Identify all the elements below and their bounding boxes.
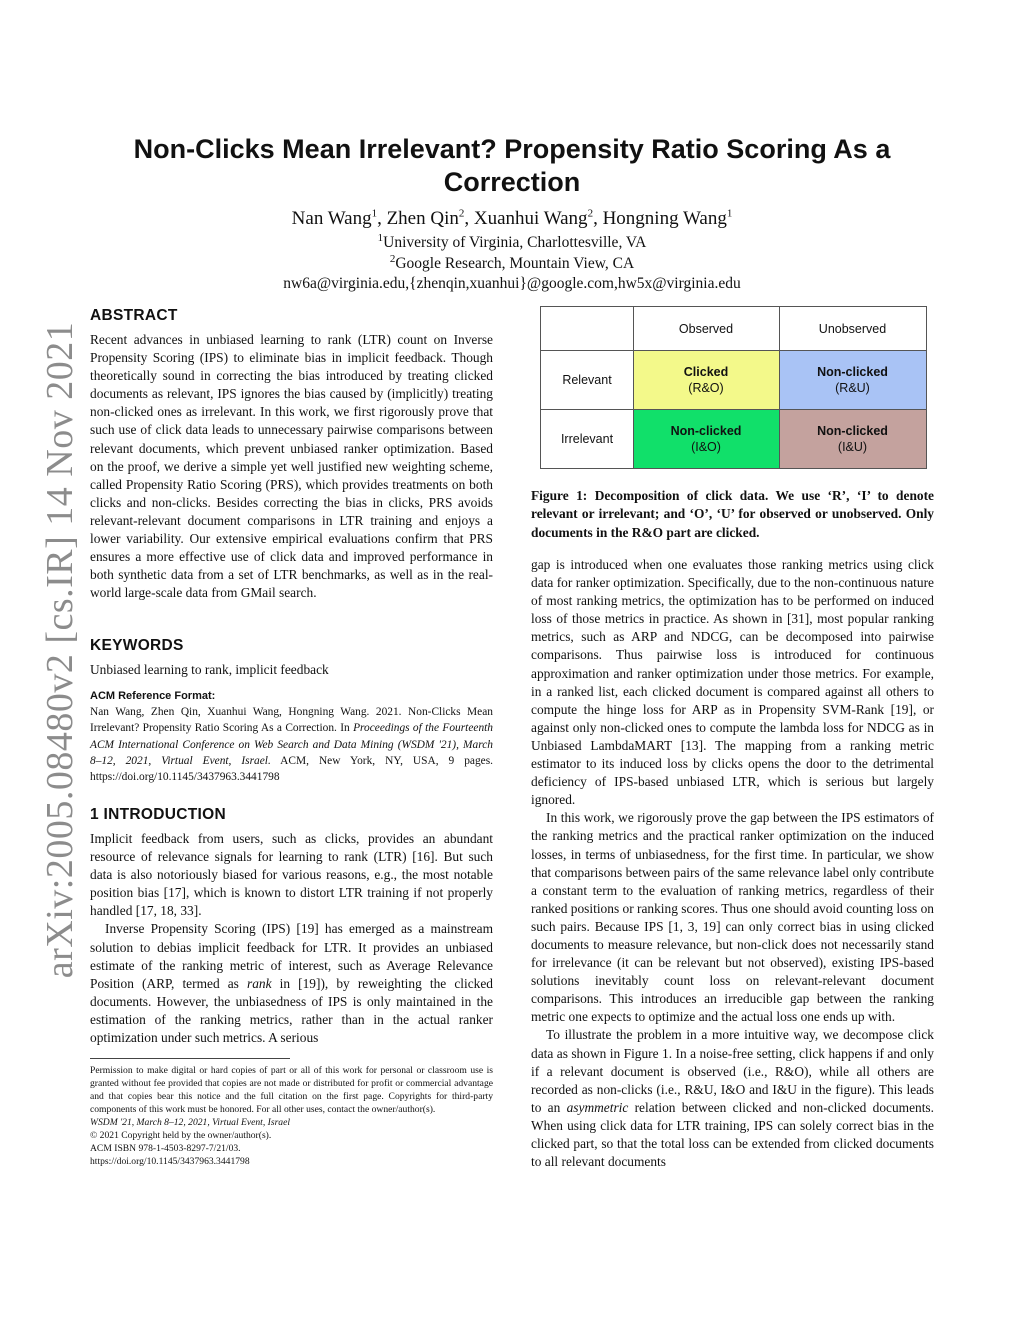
table-grid-line: [541, 350, 926, 351]
affiliation-2: $^2$Google Research, Mountain View, CA: [389, 252, 635, 272]
cell-relevant-observed: Clicked (R&O): [633, 350, 779, 409]
table-grid-line: [779, 307, 780, 468]
footnote-rule: [90, 1058, 290, 1059]
cell-irrelevant-unobserved: Non-clicked (I&U): [779, 409, 926, 468]
table-grid-line: [633, 307, 634, 468]
col-header-observed: Observed: [678, 321, 734, 336]
row-header-relevant: Relevant: [562, 372, 612, 387]
keywords-heading: KEYWORDS: [90, 637, 184, 654]
figure-1-caption: Figure 1: Decomposition of click data. We use ‘R’, ‘I’ to denote relevant or irrelevant; and ‘O’, ‘U’ for observed or unobserved. Only documents in the R&O part are clicked.: [531, 488, 934, 540]
abstract-heading: ABSTRACT: [90, 307, 178, 324]
acm-reference-heading: ACM Reference Format:: [90, 690, 216, 702]
table-grid-line: [541, 409, 926, 410]
cell-relevant-unobserved: Non-clicked (R&U): [779, 350, 926, 409]
arxiv-identifier: arXiv:2005.08480v2 [cs.IR] 14 Nov 2021: [39, 321, 81, 979]
author-name: Zhen Qin: [386, 208, 459, 229]
col-header-unobserved: Unobserved: [818, 321, 887, 336]
acm-reference: ACM Reference Format: Nan Wang, Zhen Qin, Xuanhui Wang, Hongning Wang. 2021. Non-Clicks Mean Irrelevant? Propensity Ratio Scoring As a Correction. In Proceedings of the Fourteenth ACM International Conference on Web Search and Data Mining (WSDM '21), March 8–12, 2021, Virtual Event, Israel. ACM, New York, NY, USA, 9 pages. https://doi.org/10.1145/3437963.3441798: [90, 690, 493, 784]
abstract-body: Recent advances in unbiased learning to rank (LTR) count on Inverse Propensity Scoring (IPS) to eliminate bias in implicit feedback. Though theoretically sound in correcting the bias introduced by treating clicked documents as relevant, IPS ignores the bias caused by (implicitly) treating non-clicked ones as irrelevant. In this work, we first rigorously prove that such use of click data leads to unnecessary pairwise comparisons between relevant documents, which prevent unbiased ranker optimization. Based on the proof, we derive a simple yet well justified new weighting scheme, called Propensity Ratio Scoring (PRS), which provides treatments on both clicks and non-clicks. Besides correcting the bias in clicks, PRS avoids relevant-relevant document comparisons in LTR training and enjoys a lower variability. Our extensive empirical evaluations confirm that PRS ensures a more effective use of click data and improved performance in both synthetic data from a set of LTR benchmarks, as well as in the real-world large-scale data from GMail search.: [90, 332, 493, 601]
cell-irrelevant-observed: Non-clicked (I&O): [633, 409, 779, 468]
figure-1-click-decomposition: [540, 306, 927, 469]
author-emails: nw6a@virginia.edu,{zhenqin,xuanhui}@google.com,hw5x@virginia.edu: [283, 275, 741, 292]
author-name: Hongning Wang: [602, 208, 727, 229]
affiliation-1: $^1$University of Virginia, Charlottesville, VA: [377, 231, 647, 251]
paper-title: Non-Clicks Mean Irrelevant? Propensity Ratio Scoring As a Correction: [133, 134, 891, 197]
introduction-heading: 1 INTRODUCTION: [90, 806, 226, 823]
introduction-body: Implicit feedback from users, such as clicks, provides an abundant resource of relevance signals for learning to rank (LTR) [16]. But such data is also notoriously biased for various reasons, e.g., the most notable position bias [17], which is known to distort LTR training if not properly handled [17, 18, 33]. Inverse Propensity Scoring (IPS) [19] has emerged as a mainstream solution to debias implicit feedback for LTR. It provides an unbiased estimate of the ranking metric of interest, such as Average Relevance Position (ARP, termed as rank in [19]), by reweighting the clicked documents. However, the unbiasedness of IPS is only maintained in the estimation of the ranking metrics, rather than in the actual ranker optimization under such metrics. A serious: [90, 831, 493, 1046]
author-name: Xuanhui Wang: [473, 208, 588, 229]
author-name: Nan Wang: [291, 208, 372, 229]
row-header-irrelevant: Irrelevant: [560, 431, 614, 446]
author-list: Nan Wang$^1$, Zhen Qin$^2$, Xuanhui Wang$^2$, Hongning Wang$^1$: [291, 207, 733, 229]
right-column-body: gap is introduced when one evaluates those ranking metrics using click data for ranker optimization. Specifically, due to the non-continuous nature of most ranking metrics, the optimization has to be performed on induced loss of those metrics in practice. As shown in [31], most popular ranking metrics, such as ARP and NDCG, can be decomposed into pairwise comparisons. Thus pairwise loss is introduced for continuous approximation and ranker optimization under those metrics. For example, in a ranked list, each clicked document is compared against all others to compute the hinge loss for ARP as in Propensity SVM-Rank [19], or against only non-clicked ones to compute the lambda loss for NDCG as in Unbiased LambdaMART [13]. The mapping from a ranking metric estimator to its induced loss by clicks opens the door to the detrimental deficiency of IPS-based unbiased LTR, which is serious but largely ignored. In this work, we rigorously prove the gap between the IPS estimators of the ranking metrics and the practical ranker optimization on the induced losses, in terms of unbiasedness, for the first time. In particular, we show that comparisons between pairs of the same relevance label only contribute a constant term to the evaluation of ranking metrics, regardless of their ranked positions or ranking scores. Thus one should avoid counting loss on such pairs. Because IPS [1, 3, 19] can only correct bias in using clicked documents to measure relevance, but non-click does not necessarily stand for irrelevance (it can be relevant but not observed), existing IPS-based solutions inevitably count loss on relevant-relevant document comparisons. This introduces an irreducible gap between the ranking metric one expects to optimize and the actual loss one ends up with. To illustrate the problem in a more intuitive way, we decompose click data as shown in Figure 1. In a noise-free setting, click happens if and only if a relevant document is observed (i.e., R&O), while all others are recorded as non-clicks (i.e., R&U, I&O and I&U in the figure). This leads to an asymmetric relation between clicked and non-clicked documents. When using click data for LTR training, IPS can solely correct bias in the clicked part, so that the total loss can be extended from clicked documents to all relevant documents: [531, 557, 934, 1170]
copyright-footnote: Permission to make digital or hard copies of part or all of this work for personal or classroom use is granted without fee provided that copies are not made or distributed for profit or commercial advantage and that copies bear this notice and the full citation on the first page. Copyrights for third-party components of this work must be honored. For all other uses, contact the owner/author(s). WSDM '21, March 8–12, 2021, Virtual Event, Israel © 2021 Copyright held by the owner/author(s). ACM ISBN 978-1-4503-8297-7/21/03. https://doi.org/10.1145/3437963.3441798: [90, 1065, 493, 1167]
keywords-body: Unbiased learning to rank, implicit feedback: [90, 662, 329, 677]
